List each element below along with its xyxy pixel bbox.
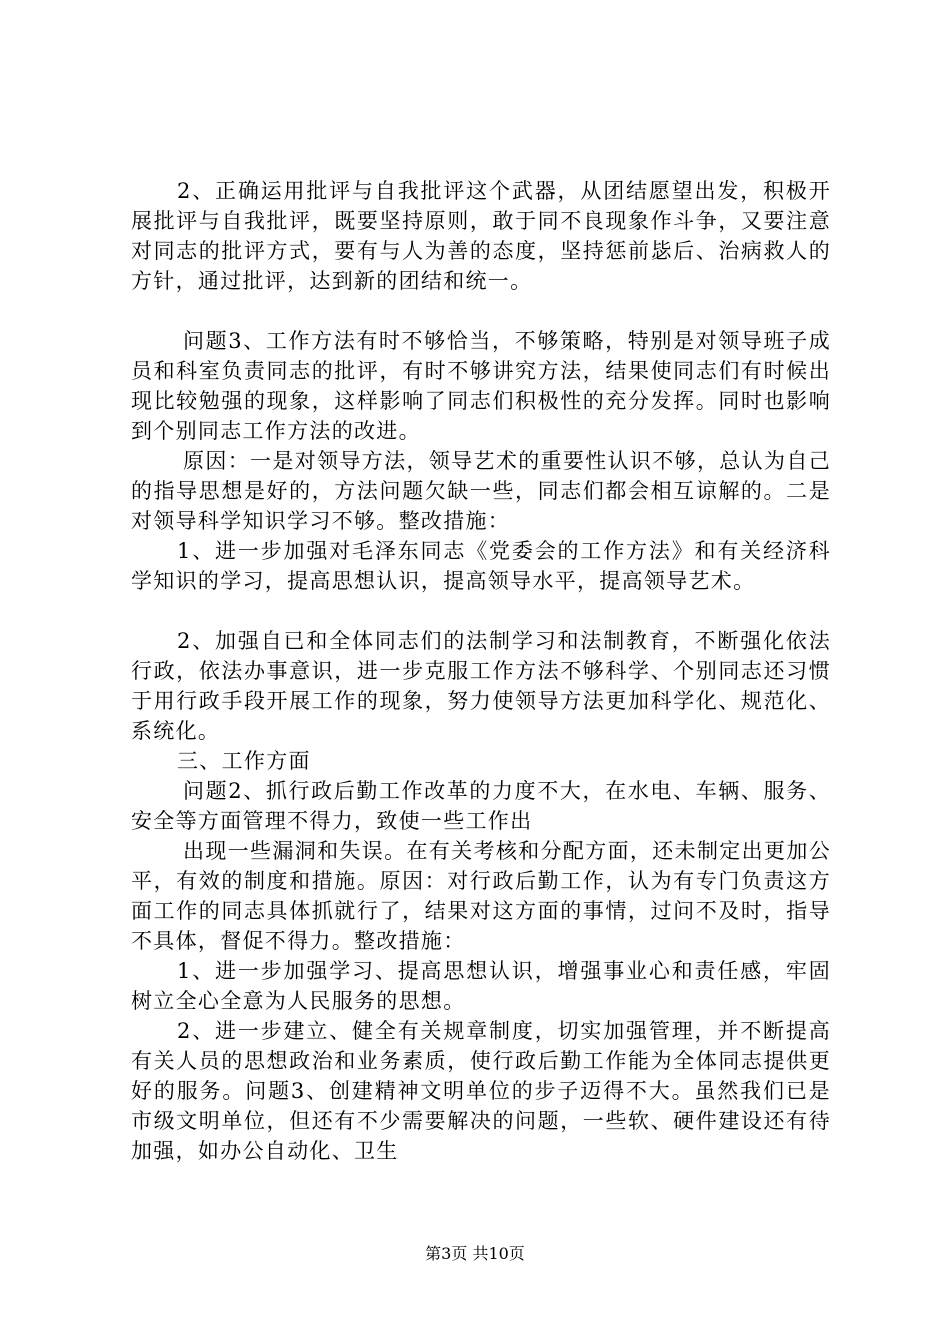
paragraph-problem-3-work-method: 问题3、工作方法有时不够恰当，不够策略，特别是对领导班子成员和科室负责同志的批评，有时不够讲究方法，结果使同志们有时候出现比较勉强的现象，这样影响了同志们积极性的充分发挥。同时也影响到个别同志工作方法的改进。 bbox=[131, 329, 831, 443]
paragraph-measure-2: 2、加强自已和全体同志们的法制学习和法制教育，不断强化依法行政，依法办事意识，进一步克服工作方法不够科学、个别同志还习惯于用行政手段开展工作的现象，努力使领导方法更加科学化、规范化、系统化。 bbox=[131, 629, 831, 743]
section-heading-work: 三、工作方面 bbox=[177, 749, 311, 773]
paragraph-logistics-measure-1: 1、进一步加强学习、提高思想认识，增强事业心和责任感，牢固树立全心全意为人民服务的思想。 bbox=[131, 959, 831, 1013]
paragraph-measure-1: 1、进一步加强对毛泽东同志《党委会的工作方法》和有关经济科学知识的学习，提高思想认识，提高领导水平，提高领导艺术。 bbox=[131, 539, 831, 593]
paragraph-criticism-method: 2、正确运用批评与自我批评这个武器，从团结愿望出发，积极开展批评与自我批评，既要坚持原则，敢于同不良现象作斗争，又要注意对同志的批评方式，要有与人为善的态度，坚持惩前毖后、治病救人的方针，通过批评，达到新的团结和统一。 bbox=[131, 179, 831, 293]
paragraph-logistics-measure-2: 2、进一步建立、健全有关规章制度，切实加强管理，并不断提高有关人员的思想政治和业务素质，使行政后勤工作能为全体同志提供更好的服务。问题3、创建精神文明单位的步子迈得不大。虽然我们已是市级文明单位，但还有不少需要解决的问题，一些软、硬件建设还有待加强，如办公自动化、卫生 bbox=[131, 1019, 831, 1163]
page-number-footer: 第3页 共10页 bbox=[425, 1244, 525, 1263]
paragraph-loopholes: 出现一些漏洞和失误。在有关考核和分配方面，还未制定出更加公平，有效的制度和措施。原因：对行政后勤工作，认为有专门负责这方面工作的同志具体抓就行了，结果对这方面的事情，过问不及时，指导不具体，督促不得力。整改措施： bbox=[131, 839, 831, 953]
paragraph-cause: 原因：一是对领导方法，领导艺术的重要性认识不够，总认为自己的指导思想是好的，方法问题欠缺一些，同志们都会相互谅解的。二是对领导科学知识学习不够。整改措施： bbox=[131, 449, 831, 533]
paragraph-problem-2-logistics: 问题2、抓行政后勤工作改革的力度不大，在水电、车辆、服务、安全等方面管理不得力，致使一些工作出 bbox=[131, 779, 831, 833]
